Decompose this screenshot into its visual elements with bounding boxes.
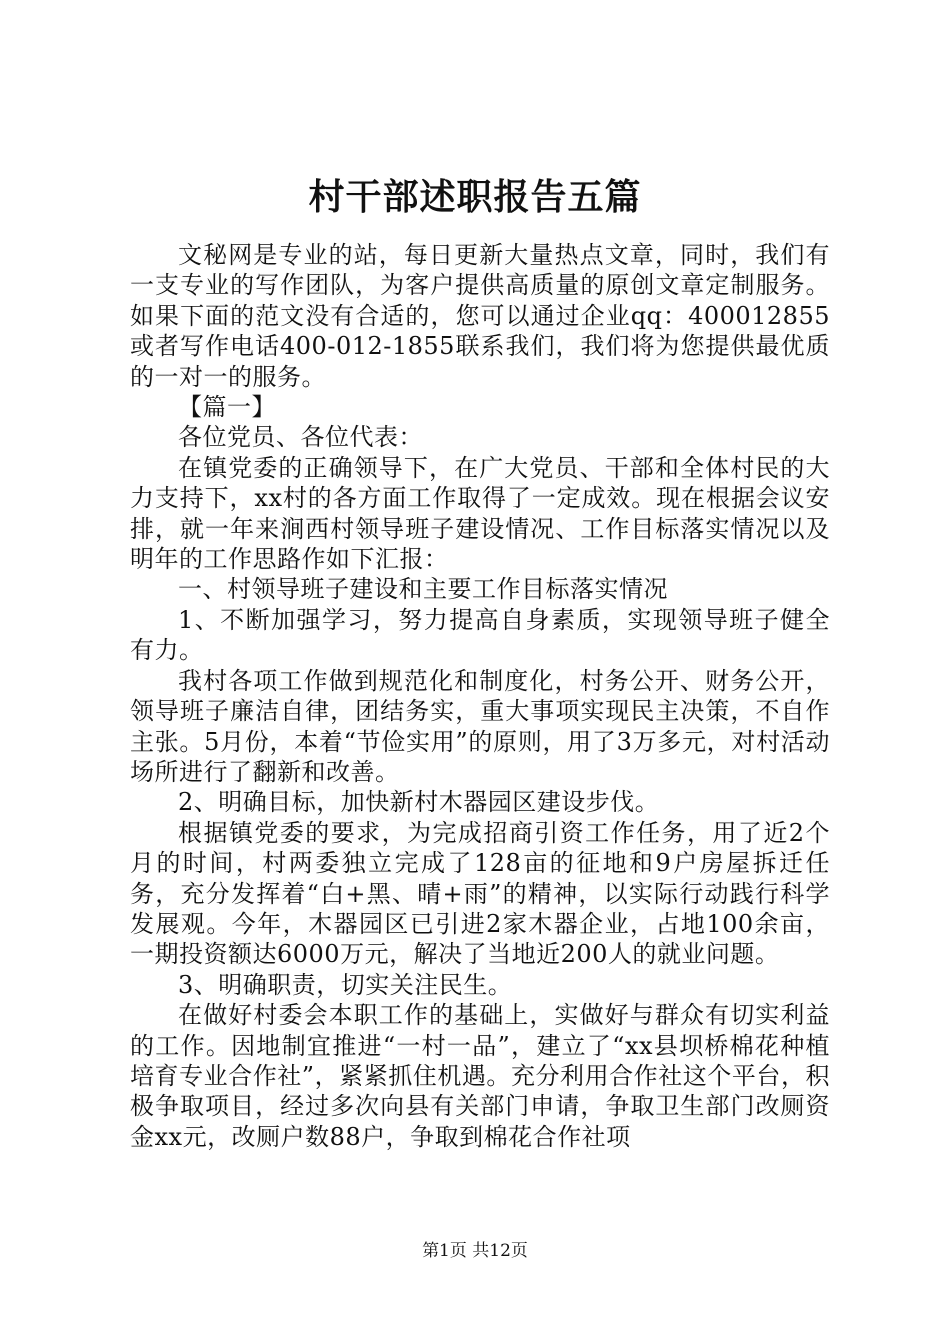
body-paragraph: 我村各项工作做到规范化和制度化，村务公开、财务公开，领导班子廉洁自律，团结务实，重大事项实现民主决策，不自作主张。5月份，本着“节俭实用”的原则，用了3万多元，对村活动场所进行了翻新和改善。 [130,666,830,786]
salutation: 各位党员、各位代表： [178,423,423,452]
numbered-heading: 3、明确职责，切实关注民生。 [178,970,513,999]
numbered-heading: 2、明确目标，加快新村木器园区建设步伐。 [178,788,660,817]
subheading: 一、村领导班子建设和主要工作目标落实情况 [178,575,668,604]
document-body [130,240,830,1152]
document-title: 村干部述职报告五篇 [308,176,642,218]
intro-paragraph: 文秘网是专业的站，每日更新大量热点文章，同时，我们有一支专业的写作团队，为客户提供高质量的原创文章定制服务。如果下面的范文没有合适的，您可以通过企业qq：400012855或者写作电话400-012-1855联系我们，我们将为您提供最优质的一对一的服务。 [130,241,830,391]
page-footer: 第1页 共12页 [422,1241,528,1261]
body-paragraph: 在做好村委会本职工作的基础上，实做好与群众有切实利益的工作。因地制宜推进“一村一品”，建立了“xx县坝桥棉花种植培育专业合作社”，紧紧抓住机遇。充分利用合作社这个平台，积极争取项目，经过多次向县有关部门申请，争取卫生部门改厕资金xx元，改厕户数88户，争取到棉花合作社项 [130,1001,830,1151]
numbered-heading: 1、不断加强学习，努力提高自身素质，实现领导班子健全有力。 [130,605,830,665]
section-heading: 【篇一】 [178,393,276,422]
body-paragraph: 根据镇党委的要求，为完成招商引资工作任务，用了近2个月的时间，村两委独立完成了128亩的征地和9户房屋拆迁任务，充分发挥着“白+黑、晴+雨”的精神，以实际行动践行科学发展观。今年，木器园区已引进2家木器企业，占地100余亩，一期投资额达6000万元，解决了当地近200人的就业问题。 [130,818,830,969]
body-paragraph: 在镇党委的正确领导下，在广大党员、干部和全体村民的大力支持下，xx村的各方面工作取得了一定成效。现在根据会议安排，就一年来涧西村领导班子建设情况、工作目标落实情况以及明年的工作思路作如下汇报： [130,453,830,574]
